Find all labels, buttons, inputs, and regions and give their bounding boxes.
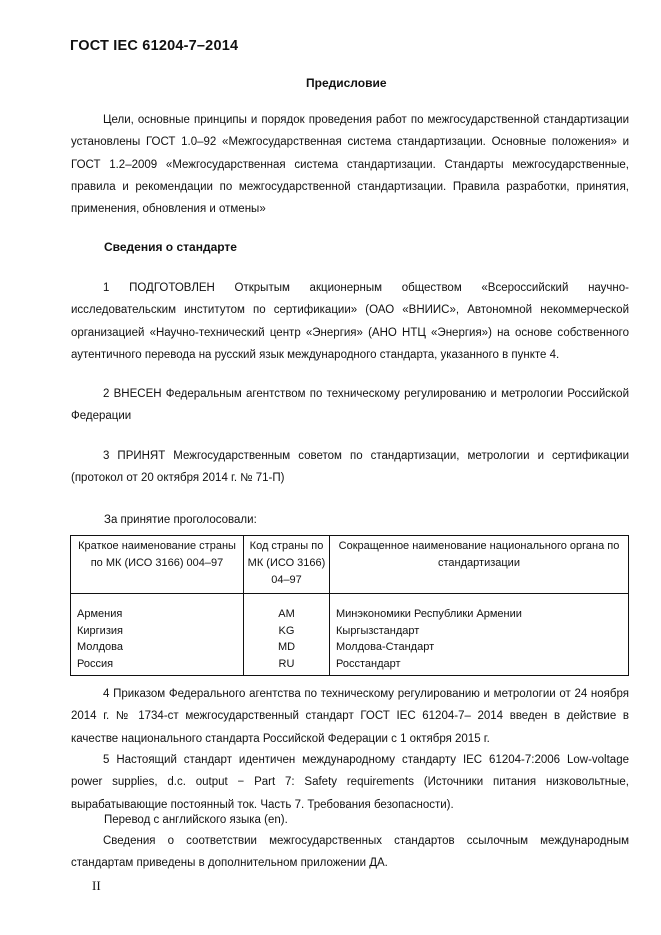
national-body: Молдова-Стандарт xyxy=(330,639,629,656)
paragraph-5-identical: 5 Настоящий стандарт идентичен международному стандарту IEC 61204-7:2006 Low-voltage power supplies, d.c. output − Part 7: Safety requirements (Источники питания низковольтные, вырабатывающие постоянный ток. Часть 7. Требования безопасности). xyxy=(71,754,629,811)
voting-table xyxy=(70,535,629,676)
paragraph-1-prepared: 1 ПОДГОТОВЛЕН Открытым акционерным обществом «Всероссийский научно-исследовательским институтом по сертификации» (ОАО «ВНИИС», Автономной некоммерческой организацией «Научно-технический центр «Энергия» (АНО НТЦ «Энергия») на основе собственного аутентичного перевода на русский язык международного стандарта, указанного в пункте 4. xyxy=(71,282,629,361)
paragraph-2-introduced: 2 ВНЕСЕН Федеральным агентством по техническому регулированию и метрологии Российской Федерации xyxy=(71,388,629,423)
table-row xyxy=(71,639,629,656)
country-name: Молдова xyxy=(71,639,244,656)
header-country-name: Краткое наименование страны по МК (ИСО 3166) 004–97 xyxy=(71,536,244,594)
national-body: Минэкономики Республики Армении xyxy=(330,606,629,623)
paragraph-references: Сведения о соответствии межгосударственных стандартов ссылочным международным стандартам приведены в дополнительном приложении ДА. xyxy=(71,835,629,870)
country-code: KG xyxy=(244,623,330,640)
country-name: Россия xyxy=(71,656,244,676)
header-national-body: Сокращенное наименование национального органа по стандартизации xyxy=(330,536,629,594)
page-number: II xyxy=(92,878,101,893)
paragraph-translation: Перевод с английского языка (en). xyxy=(104,814,288,826)
document-code: ГОСТ IEC 61204-7–2014 xyxy=(70,38,239,54)
table-row xyxy=(71,606,629,623)
national-body: Кыргызстандарт xyxy=(330,623,629,640)
paragraph-4-order: 4 Приказом Федерального агентства по техническому регулированию и метрологии от 24 ноября 2014 г. № 1734-ст межгосударственный стандарт ГОСТ IEC 61204-7– 2014 введен в действие в качестве национального стандарта Российской Федерации с 1 октября 2015 г. xyxy=(71,688,629,745)
national-body: Росстандарт xyxy=(330,656,629,676)
country-code: AM xyxy=(244,606,330,623)
foreword-title: Предисловие xyxy=(306,76,387,90)
vote-label: За принятие проголосовали: xyxy=(104,514,257,526)
header-country-code: Код страны по МК (ИСО 3166) 04–97 xyxy=(244,536,330,594)
standard-info-title: Сведения о стандарте xyxy=(104,240,237,254)
table-spacer-row xyxy=(71,594,629,607)
country-code: RU xyxy=(244,656,330,676)
table-header-row xyxy=(71,536,629,594)
country-name: Армения xyxy=(71,606,244,623)
country-name: Киргизия xyxy=(71,623,244,640)
foreword-paragraph: Цели, основные принципы и порядок проведения работ по межгосударственной стандартизации установлены ГОСТ 1.0–92 «Межгосударственная система стандартизации. Основные положения» и ГОСТ 1.2–2009 «Межгосударственная система стандартизации. Стандарты межгосударственные, правила и рекомендации по межгосударственной стандартизации. Правила разработки, принятия, применения, обновления и отмены» xyxy=(71,114,629,216)
table-row xyxy=(71,623,629,640)
table-row xyxy=(71,656,629,676)
paragraph-3-adopted: 3 ПРИНЯТ Межгосударственным советом по стандартизации, метрологии и сертификации (протокол от 20 октября 2014 г. № 71-П) xyxy=(71,450,629,485)
country-code: MD xyxy=(244,639,330,656)
